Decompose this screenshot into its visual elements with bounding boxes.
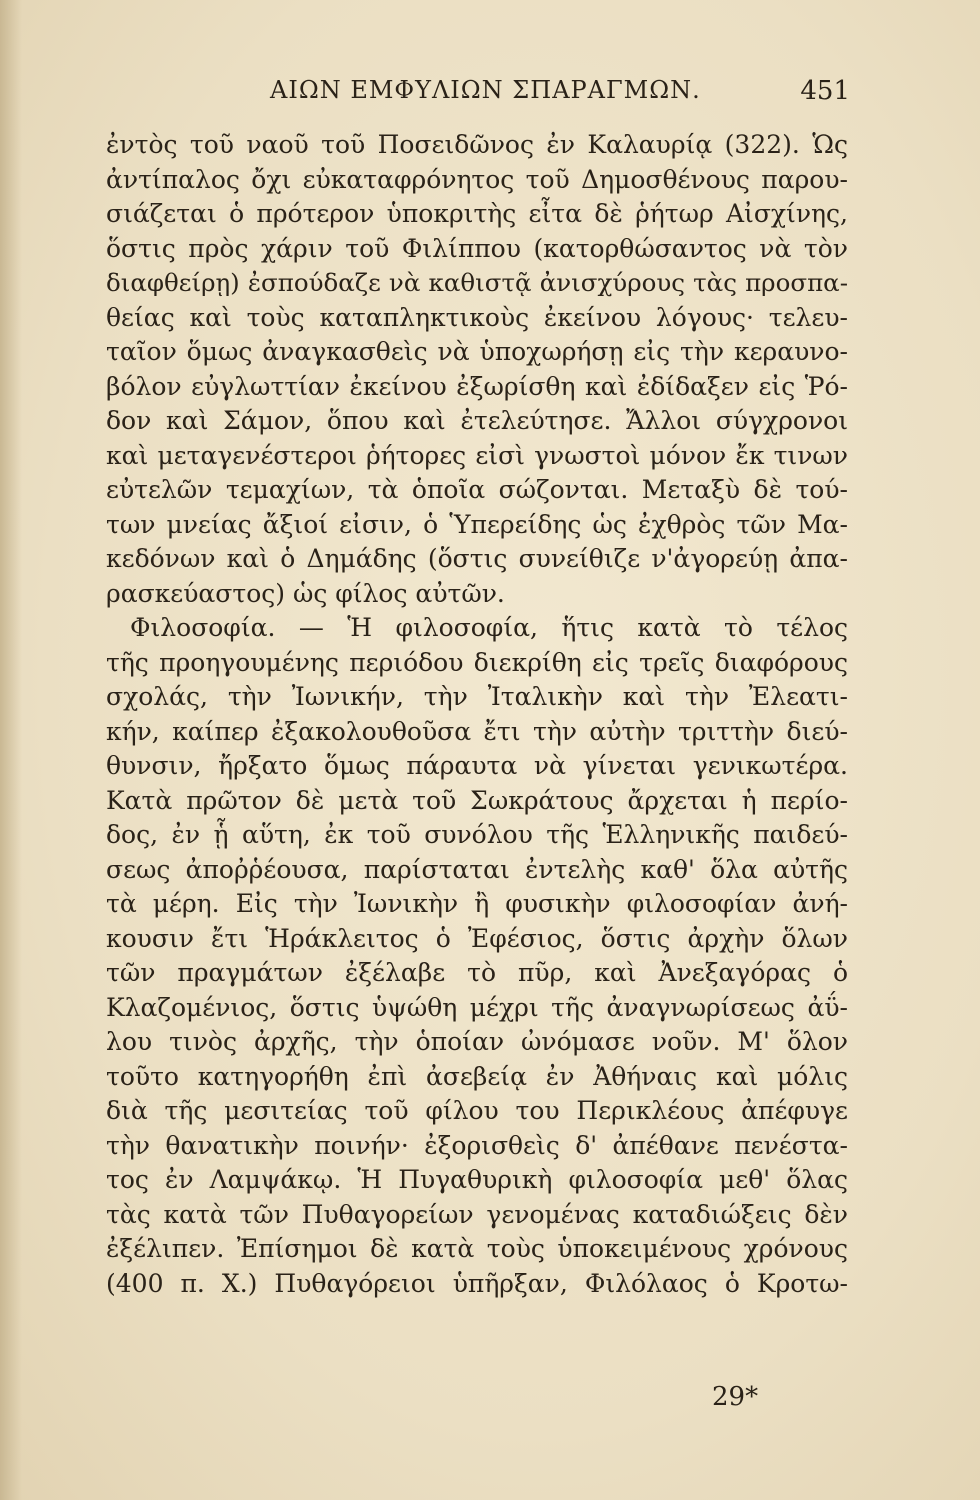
- text-line: των μνείας ἄξιοί εἰσιν, ὁ Ὑπερείδης ὡς ἐχθρὸς τῶν Μα-: [106, 509, 848, 539]
- text-line: λου τινὸς ἀρχῆς, τὴν ὁποίαν ὠνόμασε νοῦν. Μ' ὅλον: [106, 1027, 848, 1056]
- text-line: κήν, καίπερ ἐξακολουθοῦσα ἔτι τὴν αὐτὴν τριττὴν διεύ-: [106, 716, 848, 746]
- text-line: διὰ τῆς μεσιτείας τοῦ φίλου του Περικλέους ἀπέφυγε: [106, 1096, 848, 1125]
- text-line: τος ἐν Λαμψάκῳ. Ἡ Πυγαθυρικὴ φιλοσοφία μεθ' ὅλας: [106, 1165, 848, 1194]
- text-line: κουσιν ἔτι Ἡράκλειτος ὁ Ἐφέσιος, ὅστις ἀρχὴν ὅλων: [106, 923, 848, 953]
- text-line: σιάζεται ὁ πρότερον ὑποκριτὴς εἶτα δὲ ῥήτωρ Αἰσχίνης,: [106, 199, 848, 228]
- page-edge-shadow: [0, 0, 22, 1500]
- text-line: τὰς κατὰ τῶν Πυθαγορείων γενομένας καταδιώξεις δὲν: [106, 1199, 848, 1229]
- text-line: τοῦτο κατηγορήθη ἐπὶ ἀσεβείᾳ ἐν Ἀθήναις καὶ μόλις: [106, 1061, 848, 1091]
- text-line: ἐντὸς τοῦ ναοῦ τοῦ Ποσειδῶνος ἐν Καλαυρίᾳ (322). Ὡς: [106, 130, 848, 159]
- text-line: ἀντίπαλος ὄχι εὐκαταφρόνητος τοῦ Δημοσθένους παρου-: [106, 164, 848, 194]
- text-line: τῶν πραγμάτων ἐξέλαβε τὸ πῦρ, καὶ Ἀνεξαγόρας ὁ: [106, 958, 848, 987]
- text-line: τὰ μέρη. Εἰς τὴν Ἰωνικὴν ἢ φυσικὴν φιλοσοφίαν ἀνή-: [106, 889, 848, 918]
- text-line: θυνσιν, ἤρξατο ὅμως πάραυτα νὰ γίνεται γενικωτέρα.: [106, 751, 848, 780]
- page-number: 451: [800, 76, 850, 106]
- text-line: Κλαζομένιος, ὅστις ὑψώθη μέχρι τῆς ἀναγνωρίσεως ἀΰ-: [106, 992, 848, 1022]
- body-text: [106, 128, 848, 1301]
- text-line: δος, ἐν ᾗ αὕτη, ἐκ τοῦ συνόλου τῆς Ἑλληνικῆς παιδεύ-: [106, 820, 848, 849]
- text-line: σχολάς, τὴν Ἰωνικήν, τὴν Ἰταλικὴν καὶ τὴν Ἐλεατι-: [106, 682, 848, 711]
- text-line: τὴν θανατικὴν ποινήν· ἐξορισθεὶς δ' ἀπέθανε πενέστα-: [106, 1130, 848, 1160]
- text-line: ρασκεύαστος) ὡς φίλος αὐτῶν.: [106, 578, 505, 608]
- text-line: καὶ μεταγενέστεροι ῥήτορες εἰσὶ γνωστοὶ μόνον ἔκ τινων: [106, 440, 848, 470]
- text-line: δον καὶ Σάμον, ὅπου καὶ ἐτελεύτησε. Ἄλλοι σύγχρονοι: [106, 406, 848, 435]
- text-line: Κατὰ πρῶτον δὲ μετὰ τοῦ Σωκράτους ἄρχεται ἡ περίο-: [106, 785, 848, 815]
- text-line: βόλον εὐγλωττίαν ἐκείνου ἐξωρίσθη καὶ ἐδίδαξεν εἰς Ῥό-: [106, 371, 848, 401]
- text-line: διαφθείρῃ) ἐσπούδαζε νὰ καθιστᾷ ἀνισχύρους τὰς προσπα-: [106, 268, 848, 297]
- text-line: ἐξέλιπεν. Ἐπίσημοι δὲ κατὰ τοὺς ὑποκειμένους χρόνους: [106, 1234, 848, 1263]
- text-line: ὅστις πρὸς χάριν τοῦ Φιλίππου (κατορθώσαντος νὰ τὸν: [106, 233, 848, 263]
- text-line: τῆς προηγουμένης περιόδου διεκρίθη εἰς τρεῖς διαφόρους: [106, 647, 848, 677]
- signature-mark: 29*: [712, 1382, 759, 1412]
- text-line: εὐτελῶν τεμαχίων, τὰ ὁποῖα σώζονται. Μεταξὺ δὲ τού-: [106, 475, 848, 504]
- text-line: (400 π. Χ.) Πυθαγόρειοι ὑπῆρξαν, Φιλόλαος ὁ Κροτω-: [106, 1268, 848, 1298]
- section-heading-line: Φιλοσοφία. — Ἡ φιλοσοφία, ἥτις κατὰ τὸ τέλος: [130, 613, 848, 642]
- page-header: [270, 76, 850, 116]
- text-line: κεδόνων καὶ ὁ Δημάδης (ὅστις συνείθιζε ν'ἀγορεύῃ ἀπα-: [106, 544, 848, 573]
- text-line: σεως ἀποῤῥέουσα, παρίσταται ἐντελὴς καθ' ὅλα αὐτῆς: [106, 854, 848, 884]
- text-line: θείας καὶ τοὺς καταπληκτικοὺς ἐκείνου λόγους· τελευ-: [106, 302, 848, 332]
- running-title: ΑΙΩΝ ΕΜΦΥΛΙΩΝ ΣΠΑΡΑΓΜΩΝ.: [270, 76, 701, 104]
- text-line: ταῖον ὅμως ἀναγκασθεὶς νὰ ὑποχωρήσῃ εἰς τὴν κεραυνο-: [106, 337, 848, 366]
